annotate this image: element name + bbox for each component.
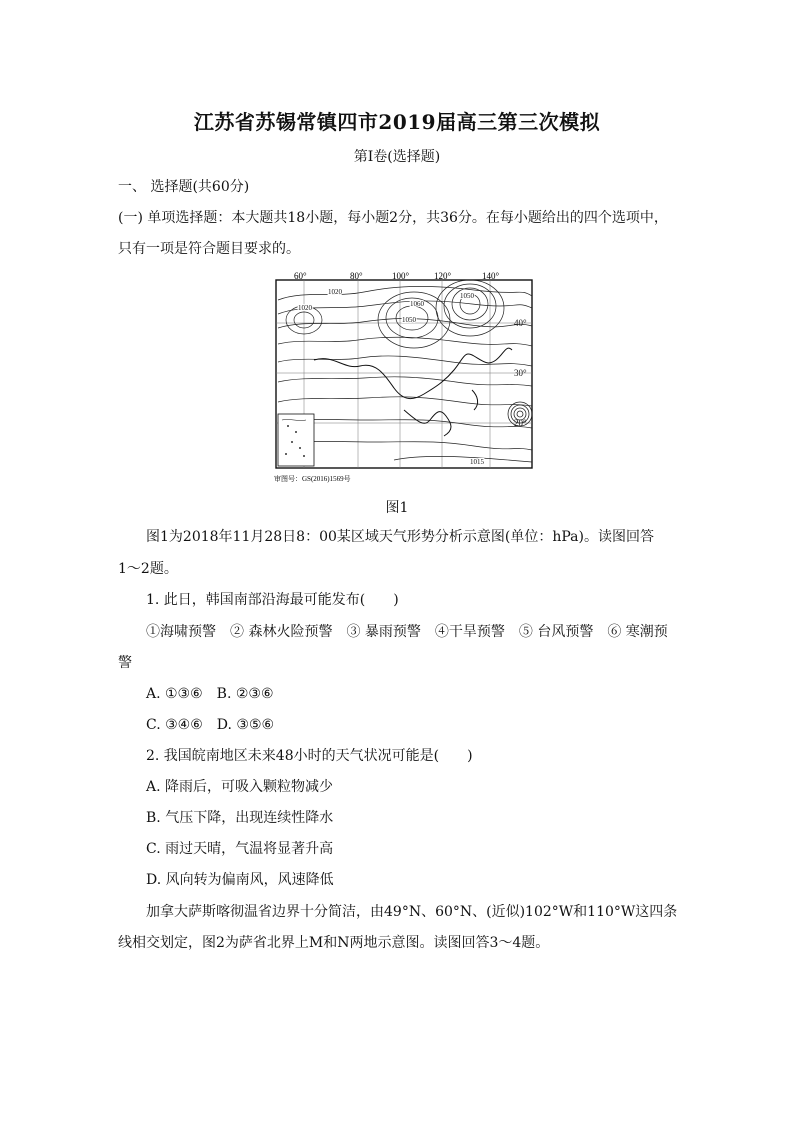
section-subtitle: 第Ⅰ卷(选择题) xyxy=(353,149,441,165)
intro1-line1: 图1为2018年11月28日8：00某区域天气形势分析示意图(单位：hPa)。读图回答 xyxy=(146,529,654,545)
weather-map-figure xyxy=(274,270,536,486)
isobar-label-1050-a: 1050 xyxy=(402,316,416,324)
isobar-label-1050-b: 1050 xyxy=(460,292,474,300)
isobar-label-1020-a: 1020 xyxy=(328,288,342,296)
q2-option-a: A. 降雨后，可吸入颗粒物减少 xyxy=(146,779,334,795)
intro1-line2: 1～2题。 xyxy=(118,561,178,577)
figure1-caption: 图1 xyxy=(385,500,409,516)
q1-stem: 1. 此日，韩国南部沿海最可能发布( ) xyxy=(146,592,399,608)
part-instructions-line2: 只有一项是符合题目要求的。 xyxy=(118,241,300,257)
page-title: 江苏省苏锡常镇四市2019届高三第三次模拟 xyxy=(193,110,601,134)
lat-label-30: 30° xyxy=(514,368,527,378)
lon-label-140: 140° xyxy=(482,271,500,281)
lat-label-20: 20° xyxy=(514,418,527,428)
isobar-label-1060: 1060 xyxy=(410,300,424,308)
lon-label-60: 60° xyxy=(294,271,307,281)
q2-option-d: D. 风向转为偏南风，风速降低 xyxy=(146,872,334,888)
section-heading: 一、 选择题(共60分) xyxy=(118,179,250,195)
part-instructions-line1: (一) 单项选择题：本大题共18小题，每小题2分，共36分。在每小题给出的四个选项中， xyxy=(118,210,668,226)
isobar-label-1020-b: 1020 xyxy=(298,304,312,312)
intro2-line1: 加拿大萨斯喀彻温省边界十分简洁，由49°N、60°N、(近似)102°W和110°W这四条 xyxy=(146,904,678,920)
south-sea-inset xyxy=(278,414,314,466)
q1-items-line2: 警 xyxy=(118,655,132,671)
q2-option-c: C. 雨过天晴，气温将显著升高 xyxy=(146,841,334,857)
q1-options-cd: C. ③④⑥ D. ③⑤⑥ xyxy=(146,717,275,733)
lat-label-40: 40° xyxy=(514,318,527,328)
q2-option-b: B. 气压下降，出现连续性降水 xyxy=(146,810,334,826)
map-approval-number: 审图号：GS(2016)1569号 xyxy=(274,475,351,483)
lon-label-100: 100° xyxy=(392,271,410,281)
isobar-label-1015: 1015 xyxy=(470,458,484,466)
q1-options-ab: A. ①③⑥ B. ②③⑥ xyxy=(146,686,274,702)
intro2-line2: 线相交划定，图2为萨省北界上M和N两地示意图。读图回答3～4题。 xyxy=(118,935,550,951)
lon-label-80: 80° xyxy=(350,271,363,281)
q2-stem: 2. 我国皖南地区未来48小时的天气状况可能是( ) xyxy=(146,748,473,764)
lon-label-120: 120° xyxy=(434,271,452,281)
q1-items-line1: ①海啸预警 ② 森林火险预警 ③ 暴雨预警 ④干旱预警 ⑤ 台风预警 ⑥ 寒潮预 xyxy=(146,624,668,640)
